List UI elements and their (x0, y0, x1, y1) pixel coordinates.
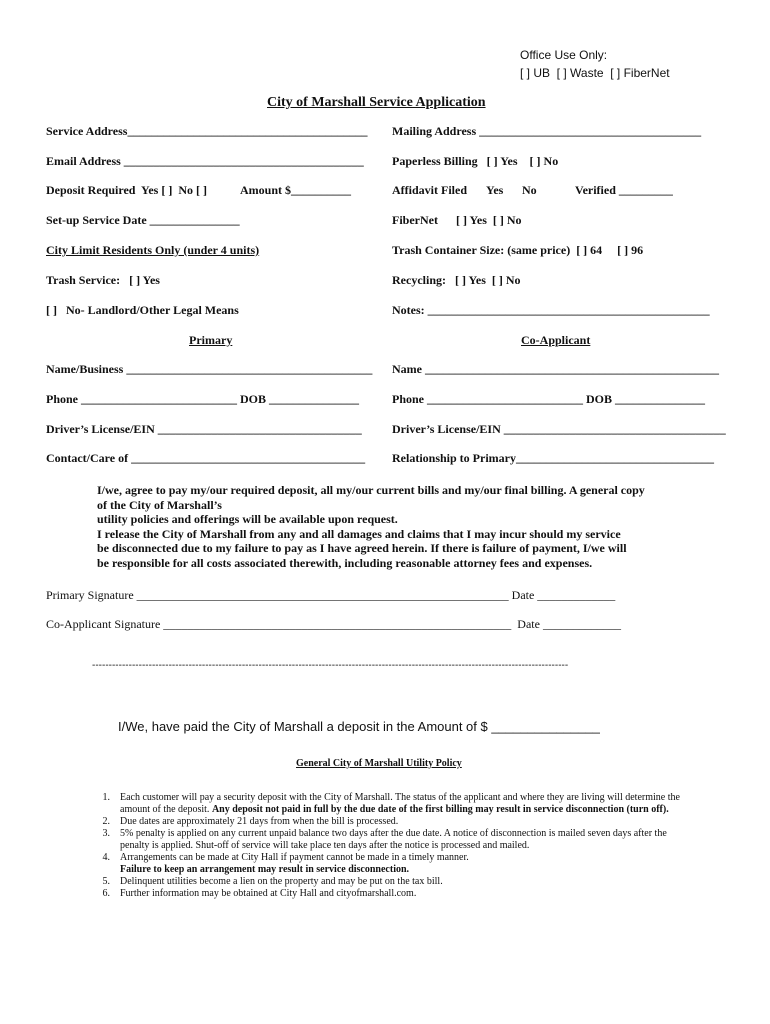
verified-field[interactable]: Verified _________ (575, 183, 673, 197)
email-address-field[interactable]: Email Address ________________________________________ (46, 154, 364, 168)
agreement-line: I/we, agree to pay my/our required deposit, all my/our current bills and my/our final billing. A general copy (97, 483, 645, 497)
primary-name-field[interactable]: Name/Business _________________________________________ (46, 362, 373, 376)
dashed-divider: ----------------------------------------------------------------------------------------------------------------------------------------------- (92, 660, 569, 671)
agreement-line: utility policies and offerings will be available upon request. (97, 512, 398, 526)
co-applicant-heading: Co-Applicant (521, 333, 591, 347)
policy-item-number: 3. (102, 828, 110, 839)
policy-item-number: 1. (102, 792, 110, 803)
mailing-address-field[interactable]: Mailing Address _____________________________________ (392, 124, 702, 138)
policy-item (92, 828, 682, 852)
policy-item-text: Further information may be obtained at City Hall and cityofmarshall.com. (120, 888, 417, 899)
policy-item-number: 2. (102, 816, 110, 827)
trash-service-checkbox[interactable]: Trash Service: [ ] Yes (46, 273, 160, 287)
city-limit-residents-heading: City Limit Residents Only (under 4 units) (46, 243, 260, 257)
setup-service-date-field[interactable]: Set-up Service Date _______________ (46, 213, 240, 227)
agreement-line: be responsible for all costs associated therewith, including reasonable attorney fees and expenses. (97, 555, 593, 570)
service-address-field[interactable]: Service Address________________________________________ (46, 124, 368, 138)
primary-contact-field[interactable]: Contact/Care of _______________________________________ (46, 451, 366, 465)
policy-item-bold-text: Any deposit not paid in full by the due date of the first billing may result in service disconnection (turn off). (211, 804, 669, 815)
co-applicant-phone-dob-field[interactable]: Phone __________________________ DOB _______________ (392, 392, 706, 406)
amount-field[interactable]: Amount $__________ (240, 183, 352, 197)
primary-signature-field[interactable]: Primary Signature ______________________________________________________________ Date _____________ (46, 588, 616, 602)
deposit-paid-statement[interactable]: I/We, have paid the City of Marshall a deposit in the Amount of $ _______________ (118, 719, 600, 734)
policy-item-number: 4. (102, 852, 110, 863)
policy-list (92, 792, 682, 900)
policy-item (92, 852, 682, 876)
page-title: City of Marshall Service Application (267, 95, 486, 110)
primary-heading: Primary (189, 333, 233, 347)
affidavit-yes-option[interactable]: Yes (486, 183, 504, 197)
policy-item-text: 5% penalty is applied on any current unpaid balance two days after the due date. A notice of disconnection is mailed seven days after the penalty is applied. Shut-off of service will take place ten days after the notice is processed and mailed. (120, 828, 667, 851)
trash-container-size-checkbox[interactable]: Trash Container Size: (same price) [ ] 64 [ ] 96 (392, 243, 644, 257)
affidavit-no-option[interactable]: No (522, 183, 537, 197)
policy-item-number: 5. (102, 876, 110, 887)
agreement-line: I release the City of Marshall from any and all damages and claims that I may incur should my service (97, 526, 621, 541)
agreement-line: of the City of Marshall’s (97, 497, 222, 512)
policy-item-text: Each customer will pay a security deposit with the City of Marshall. The status of the applicant and where they are living will determine the amount of the deposit. (120, 792, 680, 815)
no-landlord-checkbox[interactable]: [ ] No- Landlord/Other Legal Means (46, 303, 239, 317)
affidavit-filed-label: Affidavit Filed (392, 183, 467, 197)
policy-item-text: Delinquent utilities become a lien on the property and may be put on the tax bill. (120, 876, 443, 887)
policy-heading: General City of Marshall Utility Policy (296, 758, 462, 769)
policy-item-text: Arrangements can be made at City Hall if payment cannot be made in a timely manner. (120, 852, 469, 863)
policy-item-bold-text: Failure to keep an arrangement may result in service disconnection. (120, 864, 410, 875)
policy-item (92, 888, 682, 900)
policy-item (92, 792, 682, 816)
paperless-billing-checkbox[interactable]: Paperless Billing [ ] Yes [ ] No (392, 154, 559, 168)
policy-item-number: 6. (102, 888, 110, 899)
relationship-to-primary-field[interactable]: Relationship to Primary_________________________________ (392, 451, 714, 465)
office-use-options: [ ] UB [ ] Waste [ ] FiberNet (520, 66, 670, 80)
policy-item (92, 876, 682, 888)
primary-phone-dob-field[interactable]: Phone __________________________ DOB _______________ (46, 392, 360, 406)
notes-field[interactable]: Notes: _______________________________________________ (392, 303, 710, 317)
deposit-required-checkbox[interactable]: Deposit Required Yes [ ] No [ ] (46, 183, 207, 197)
agreement-line: be disconnected due to my failure to pay as I have agreed herein. If there is failure of payment, I/we will (97, 541, 627, 555)
co-applicant-name-field[interactable]: Name _________________________________________________ (392, 362, 719, 376)
agreement-text (97, 483, 697, 570)
policy-item-text: Due dates are approximately 21 days from when the bill is processed. (120, 816, 399, 827)
fibernet-checkbox[interactable]: FiberNet [ ] Yes [ ] No (392, 213, 522, 227)
office-use-label: Office Use Only: (520, 48, 608, 62)
co-applicant-license-field[interactable]: Driver’s License/EIN _____________________________________ (392, 422, 726, 436)
recycling-checkbox[interactable]: Recycling: [ ] Yes [ ] No (392, 273, 521, 287)
co-applicant-signature-field[interactable]: Co-Applicant Signature __________________________________________________________ Date _____________ (46, 617, 621, 631)
policy-item (92, 816, 682, 828)
primary-license-field[interactable]: Driver’s License/EIN __________________________________ (46, 422, 362, 436)
